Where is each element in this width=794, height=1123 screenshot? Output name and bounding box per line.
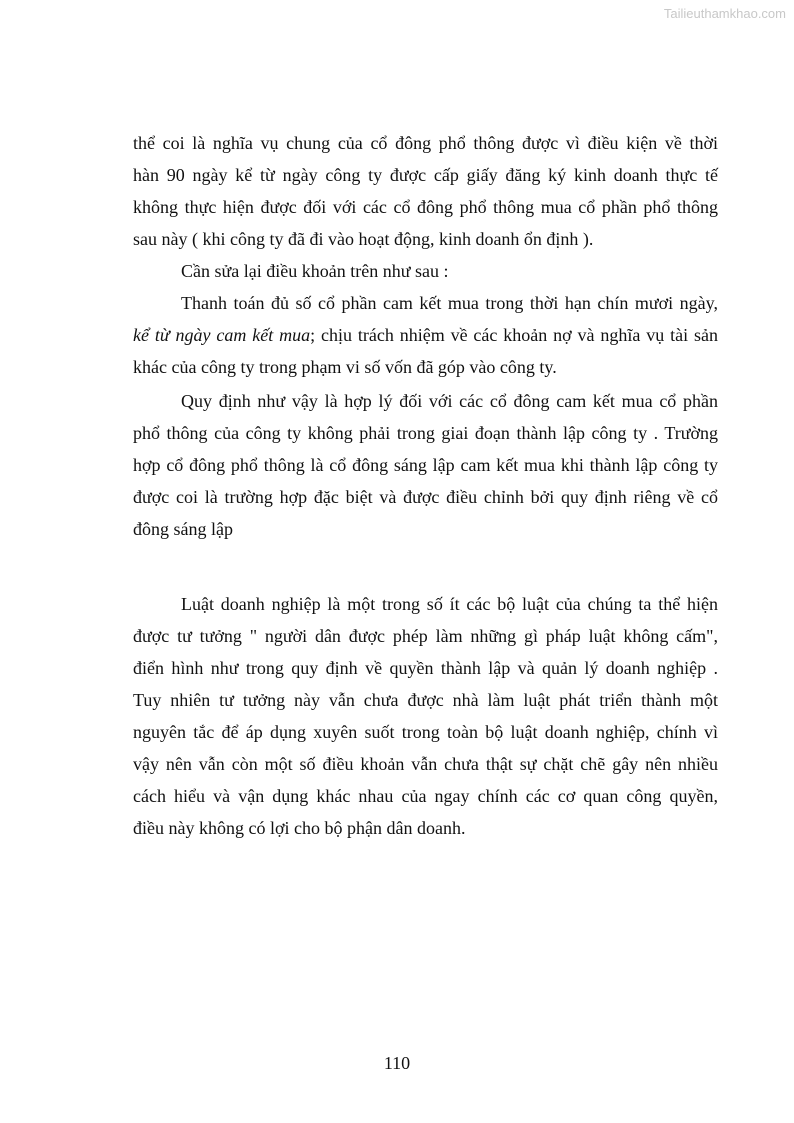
italic-text: kể từ ngày cam kết mua [133, 325, 311, 345]
paragraph-block-1 [133, 127, 718, 545]
text-line: Cần sửa lại điều khoản trên như sau : [181, 261, 449, 281]
text-line: nguyên tắc để áp dụng xuyên suốt trong toàn bộ luật doanh nghiệp, chính vì [133, 722, 718, 742]
text-line: Quy định như vậy là hợp lý đối với các cổ đông cam kết mua cổ phần [181, 391, 718, 411]
text-line [133, 319, 718, 351]
page-number: 110 [383, 1053, 411, 1073]
text-line: khác của công ty trong phạm vi số vốn đã góp vào công ty. [133, 357, 557, 377]
text-line: được tư tưởng " người dân được phép làm những gì pháp luật không cấm", [133, 626, 718, 646]
text-line: điều này không có lợi cho bộ phận dân doanh. [133, 818, 466, 838]
text-line: cách hiểu và vận dụng khác nhau của ngay chính các cơ quan công quyền, [133, 786, 718, 806]
text-line: điển hình như trong quy định về quyền thành lập và quản lý doanh nghiệp . [133, 658, 718, 678]
paragraph-block-2 [133, 588, 718, 844]
text-line: sau này ( khi công ty đã đi vào hoạt động, kinh doanh ổn định ). [133, 229, 594, 249]
text-line: vậy nên vẫn còn một số điều khoản vẫn chưa thật sự chặt chẽ gây nên nhiều [133, 754, 718, 774]
watermark: Tailieuthamkhao.com [663, 6, 786, 21]
text-line: phổ thông của công ty không phải trong giai đoạn thành lập công ty . Trường [133, 423, 718, 443]
text-line: hợp cổ đông phổ thông là cổ đông sáng lập cam kết mua khi thành lập công ty [133, 455, 718, 475]
text-line: thể coi là nghĩa vụ chung của cổ đông phổ thông được vì điều kiện về thời [133, 133, 718, 153]
text-line: Tuy nhiên tư tưởng này vẫn chưa được nhà làm luật phát triển thành một [133, 690, 718, 710]
text-line: Luật doanh nghiệp là một trong số ít các bộ luật của chúng ta thể hiện [181, 594, 718, 614]
text-line: đông sáng lập [133, 519, 233, 539]
text-line: không thực hiện được đối với các cổ đông phổ thông mua cổ phần phổ thông [133, 197, 718, 217]
text-segment: ; chịu trách nhiệm về các khoản nợ và nghĩa vụ tài sản [310, 325, 718, 345]
text-line: hàn 90 ngày kể từ ngày công ty được cấp giấy đăng ký kinh doanh thực tế [133, 165, 718, 185]
text-line: Thanh toán đủ số cổ phần cam kết mua trong thời hạn chín mươi ngày, [181, 293, 718, 313]
text-line: được coi là trường hợp đặc biệt và được điều chỉnh bởi quy định riêng về cổ [133, 487, 718, 507]
